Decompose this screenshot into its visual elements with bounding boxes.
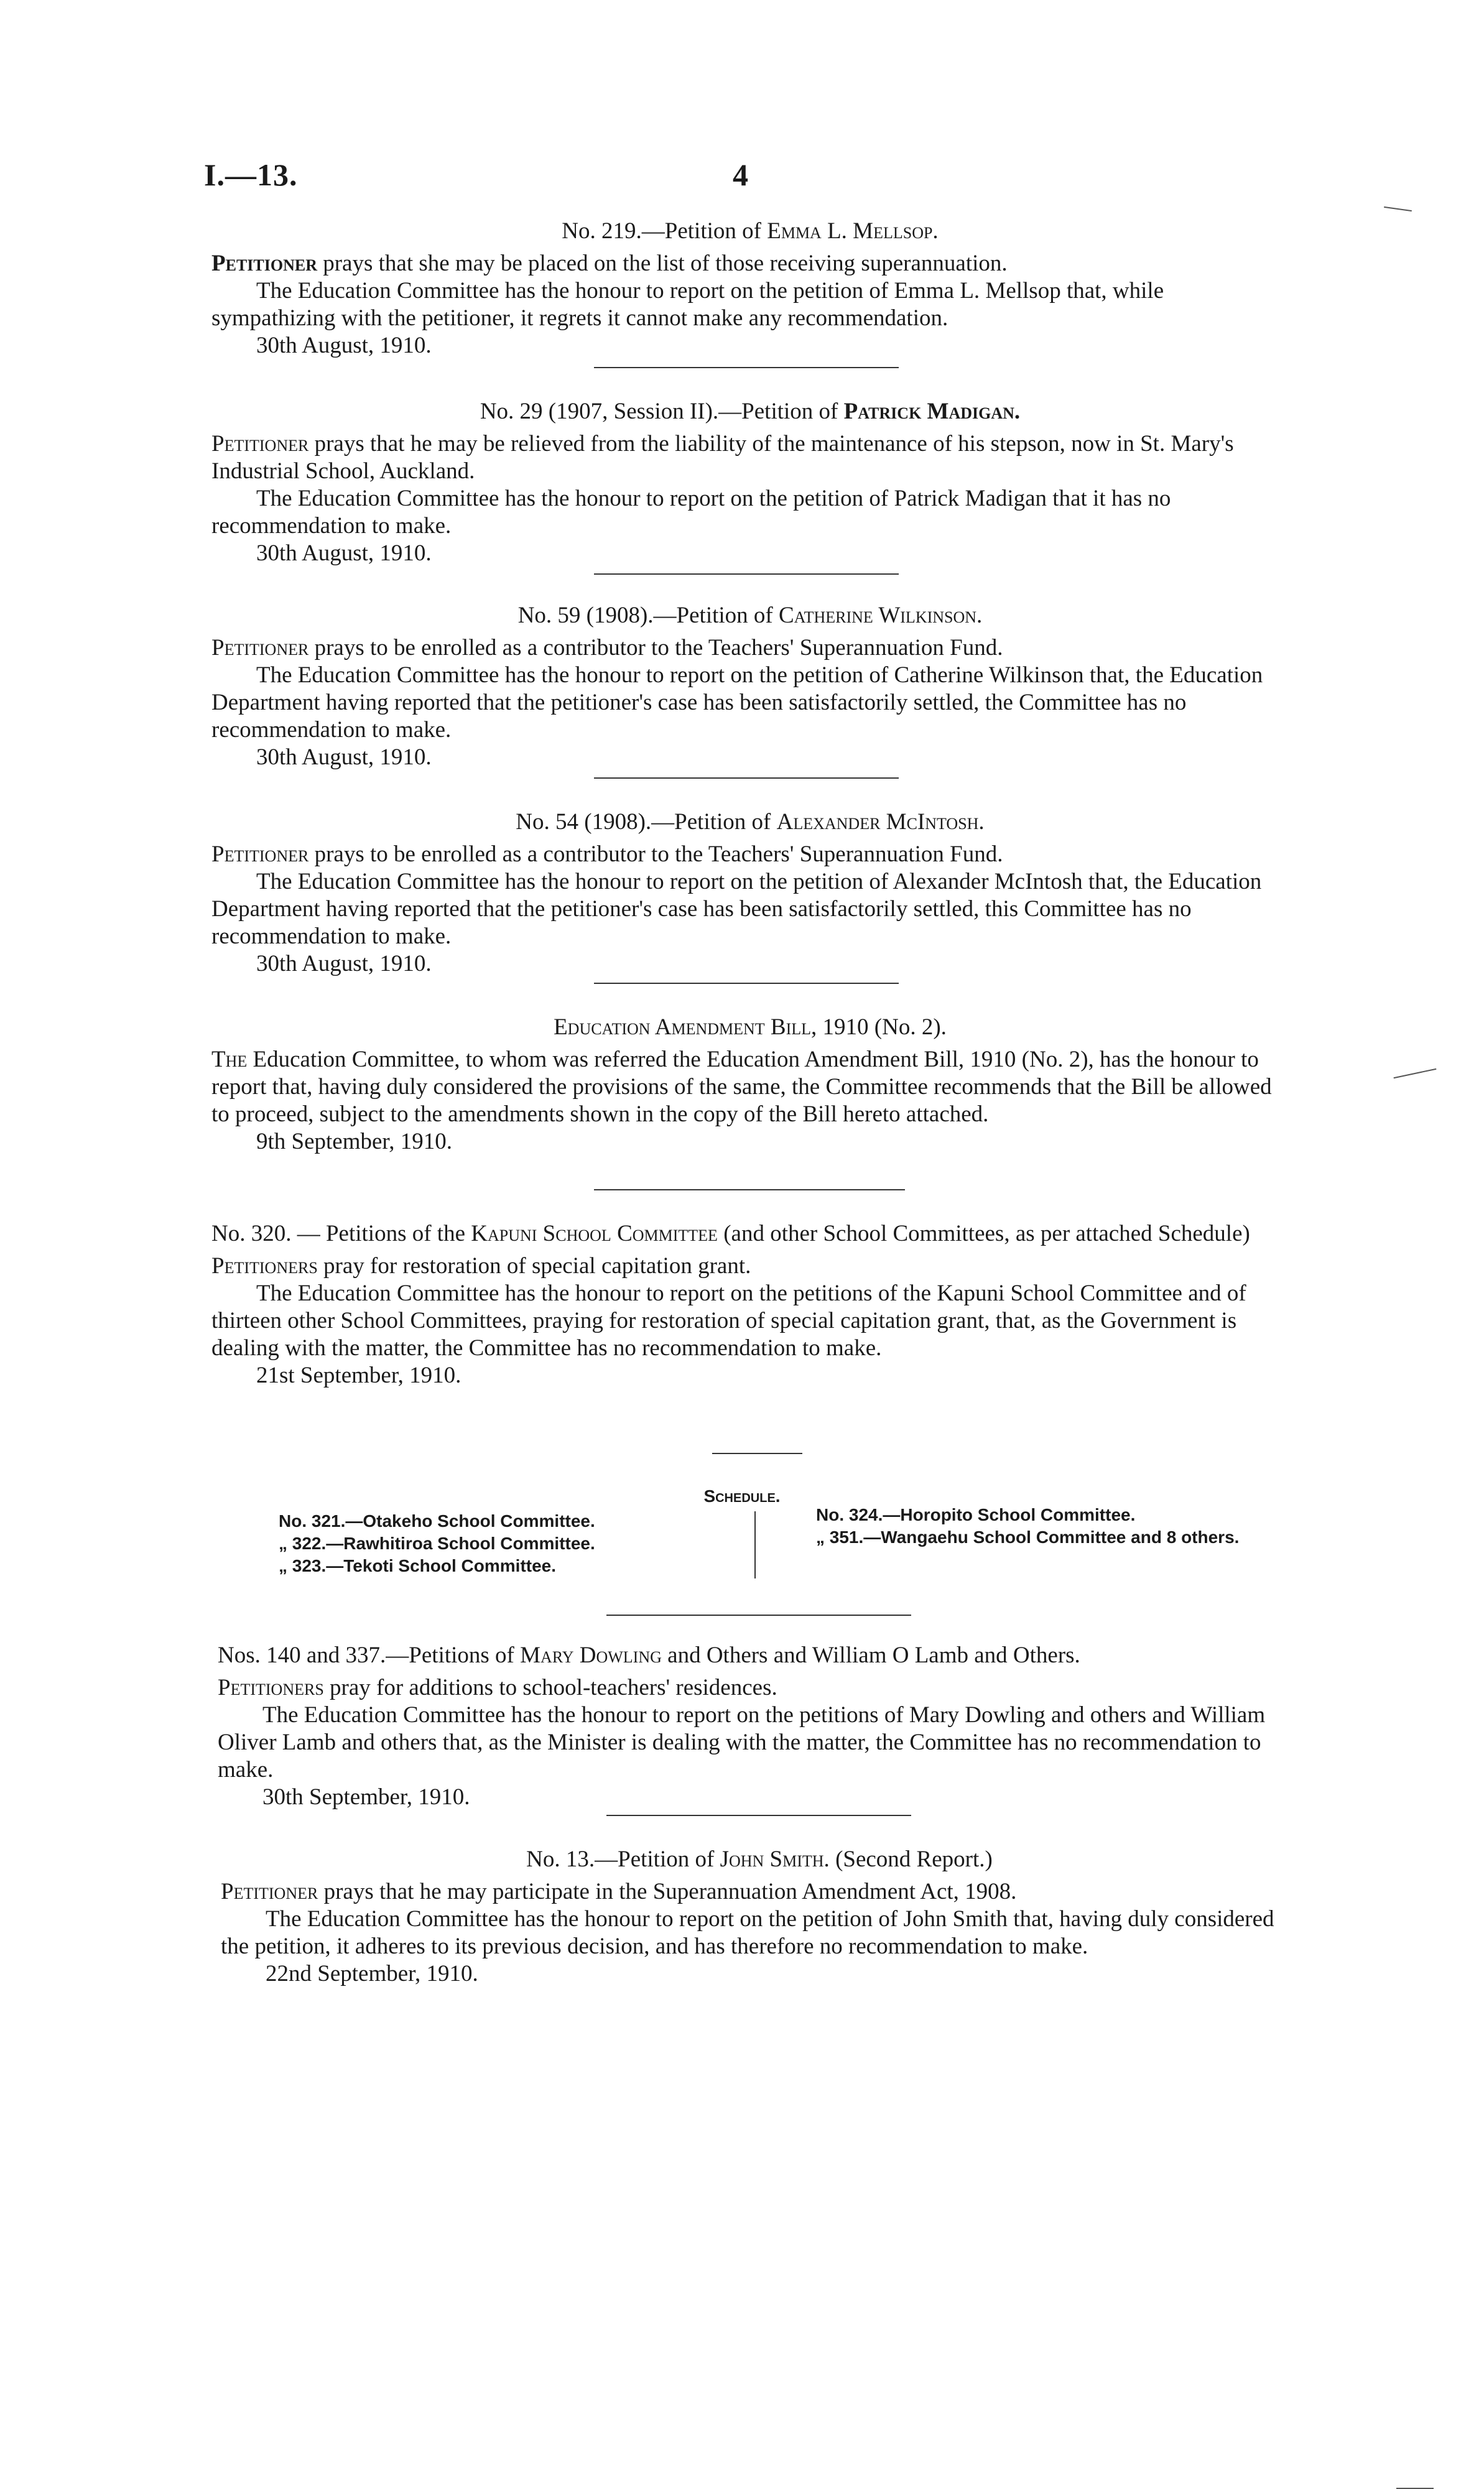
petition-section bbox=[218, 1642, 1295, 1811]
petition-section bbox=[211, 602, 1289, 771]
petition-section bbox=[211, 809, 1289, 978]
report-date: 30th August, 1910. bbox=[256, 744, 432, 770]
bill-section bbox=[211, 1014, 1289, 1156]
bill-heading: Education Amendment Bill, 1910 (No. 2). bbox=[554, 1014, 947, 1040]
committee-report: The Education Committee has the honour to report on the petitions of the Kapuni School Committee and of thirteen other School Committees, praying for restoration of special capitation grant, that, as the Government is dealing with the matter, the Committee has no recommendation to make. bbox=[211, 1281, 1246, 1361]
schedule-entry: No. 324.—Horopito School Committee. bbox=[816, 1505, 1136, 1524]
petition-prayer: Petitioner prays to be enrolled as a contributor to the Teachers' Superannuation Fund. bbox=[211, 841, 1003, 867]
document-reference: I.—13. bbox=[204, 157, 298, 192]
report-date: 30th September, 1910. bbox=[262, 1784, 470, 1810]
report-date: 30th August, 1910. bbox=[256, 333, 432, 358]
petition-prayer: Petitioner prays to be enrolled as a contributor to the Teachers' Superannuation Fund. bbox=[211, 635, 1003, 660]
committee-report: The Education Committee has the honour to report on the petition of Patrick Madigan that it has no recommendation to make. bbox=[211, 486, 1171, 539]
report-date: 22nd September, 1910. bbox=[266, 1961, 478, 1986]
schedule-left-column bbox=[279, 1510, 595, 1577]
bill-report: The Education Committee, to whom was referred the Education Amendment Bill, 1910 (No. 2), has the honour to report that, having duly considered the provisions of the same, the Committee recommends that the Bill be allowed to proceed, subject to the amendments shown in the copy of the Bill hereto attached. bbox=[211, 1047, 1272, 1127]
petition-section bbox=[211, 1220, 1289, 1389]
scan-mark bbox=[1394, 1068, 1437, 1079]
report-date: 30th August, 1910. bbox=[256, 540, 432, 566]
schedule-right-column bbox=[816, 1504, 1239, 1549]
petition-prayer: Petitioner prays that he may be relieved from the liability of the maintenance of his stepson, now in St. Mary's Industrial School, Auckland. bbox=[211, 431, 1234, 484]
report-date: 21st September, 1910. bbox=[256, 1363, 461, 1388]
committee-report: The Education Committee has the honour to report on the petition of Emma L. Mellsop that, while sympathizing with the petitioner, it regrets it cannot make any recommendation. bbox=[211, 278, 1164, 331]
petition-section bbox=[211, 218, 1289, 359]
section-divider bbox=[594, 573, 899, 575]
schedule-entry: „ 351.—Wangaehu School Committee and 8 others. bbox=[816, 1527, 1240, 1547]
scan-mark bbox=[1384, 206, 1412, 211]
committee-report: The Education Committee has the honour to report on the petitions of Mary Dowling and others and William Oliver Lamb and others that, as the Minister is dealing with the matter, the Committee has no recommendation to make. bbox=[218, 1702, 1266, 1782]
petition-heading: No. 54 (1908).—Petition of Alexander McIntosh. bbox=[516, 809, 985, 835]
section-divider bbox=[594, 1189, 905, 1190]
page-number: 4 bbox=[733, 157, 748, 192]
schedule-entry: „ 323.—Tekoti School Committee. bbox=[279, 1556, 557, 1575]
report-date: 9th September, 1910. bbox=[256, 1129, 453, 1154]
petition-heading: No. 13.—Petition of John Smith. (Second Report.) bbox=[526, 1847, 993, 1872]
petition-prayer: Petitioners pray for additions to school-teachers' residences. bbox=[218, 1675, 777, 1700]
petition-heading: No. 320. — Petitions of the Kapuni School Committee (and other School Committees, as per attached Schedule) bbox=[211, 1221, 1250, 1246]
report-date: 30th August, 1910. bbox=[256, 951, 432, 976]
committee-report: The Education Committee has the honour to report on the petition of Catherine Wilkinson that, the Education Department having reported that the petitioner's case has been satisfactorily settled, the Committee has no recommendation to make. bbox=[211, 662, 1263, 743]
petition-heading: No. 29 (1907, Session II).—Petition of Patrick Madigan. bbox=[480, 399, 1021, 424]
section-divider bbox=[594, 777, 899, 779]
petition-heading: No. 59 (1908).—Petition of Catherine Wilkinson. bbox=[517, 603, 983, 628]
section-divider bbox=[606, 1615, 911, 1616]
section-divider bbox=[606, 1815, 911, 1816]
schedule-entry: No. 321.—Otakeho School Committee. bbox=[279, 1511, 595, 1531]
committee-report: The Education Committee has the honour to report on the petition of John Smith that, having duly considered the petition, it adheres to its previous decision, and has therefore no recommendation to make. bbox=[221, 1906, 1274, 1959]
petition-section bbox=[211, 398, 1289, 567]
schedule-entry: „ 322.—Rawhitiroa School Committee. bbox=[279, 1534, 595, 1553]
petition-heading: No. 219.—Petition of Emma L. Mellsop. bbox=[562, 218, 939, 244]
schedule-column-divider bbox=[754, 1511, 756, 1578]
petition-prayer: Petitioner prays that he may participate in the Superannuation Amendment Act, 1908. bbox=[221, 1879, 1017, 1904]
petition-prayer: Petitioners pray for restoration of special capitation grant. bbox=[211, 1253, 751, 1279]
committee-report: The Education Committee has the honour to report on the petition of Alexander McIntosh that, the Education Department having reported that the petitioner's case has been satisfactorily settled, this Committee has no recommendation to make. bbox=[211, 869, 1262, 949]
section-divider bbox=[594, 983, 899, 984]
section-divider bbox=[712, 1453, 802, 1454]
petition-prayer: Petitioner prays that she may be placed on the list of those receiving superannuation. bbox=[211, 251, 1008, 276]
section-divider bbox=[594, 367, 899, 368]
petition-heading: Nos. 140 and 337.—Petitions of Mary Dowling and Others and William O Lamb and Others. bbox=[218, 1643, 1080, 1668]
petition-section bbox=[221, 1846, 1298, 1988]
schedule-title: Schedule. bbox=[703, 1486, 781, 1506]
